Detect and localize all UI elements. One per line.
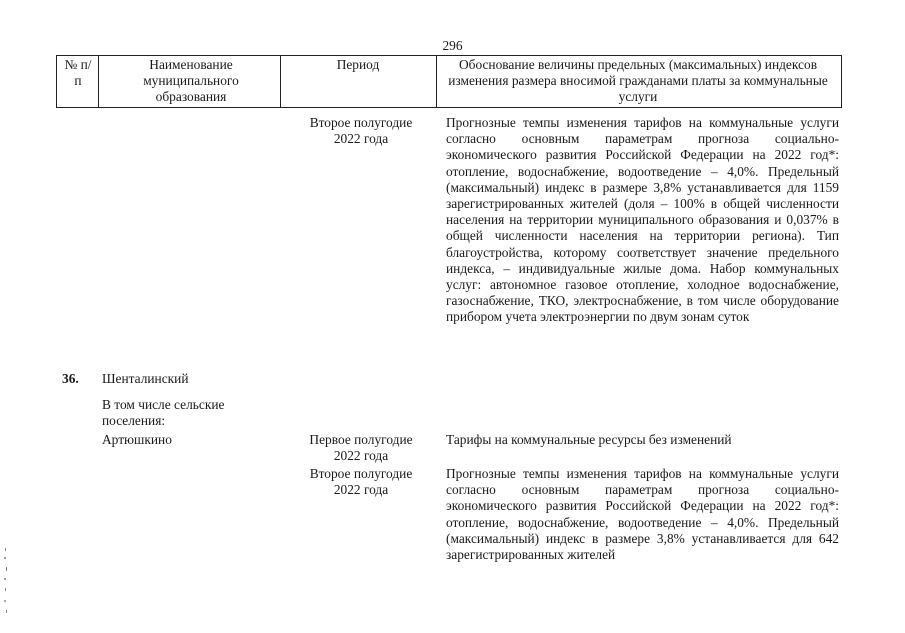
- row-basis-text: Тарифы на коммунальные ресурсы без изменений: [446, 432, 732, 447]
- row-period: Второе полугодие 2022 года: [309, 115, 413, 147]
- row-subheading: В том числе сельские поселения:: [102, 397, 225, 429]
- row-settlement-name: Артюшкино: [102, 432, 172, 447]
- header-col-period: Период: [336, 57, 380, 72]
- header-divider: [841, 55, 842, 108]
- row-basis-text: Прогнозные темпы изменения тарифов на коммунальные услуги согласно основным параметрам прогноза социально-экономического развития Российской Федерации на 2022 год*: отопление, водоснабжение, водоотведение – 4,0%. Предельный (максимальный) индекс в размере 3,8% устанавливается для 642 зарегистрированных жителей: [446, 466, 839, 563]
- header-divider: [98, 55, 99, 108]
- scan-artifact: [2, 548, 10, 618]
- header-divider: [56, 55, 57, 108]
- row-period: Первое полугодие 2022 года: [309, 432, 413, 464]
- row-number: 36.: [62, 371, 79, 386]
- page-number: 296: [442, 38, 463, 53]
- table-header: [56, 55, 842, 108]
- header-top-border: [56, 55, 842, 56]
- header-bottom-border: [56, 107, 842, 108]
- header-col-basis: Обоснование величины предельных (максимальных) индексов изменения размера вносимой гражданами платы за коммунальные услуги: [448, 57, 828, 105]
- row-municipality-name: Шенталинский: [102, 371, 189, 386]
- row-period: Второе полугодие 2022 года: [309, 466, 413, 498]
- header-col-number: № п/п: [64, 57, 92, 89]
- header-divider: [280, 55, 281, 108]
- header-divider: [436, 55, 437, 108]
- header-col-name: Наименование муниципального образования: [143, 57, 239, 105]
- row-basis-text: Прогнозные темпы изменения тарифов на коммунальные услуги согласно основным параметрам прогноза социально-экономического развития Российской Федерации на 2022 год*: отопление, водоснабжение, водоотведение – 4,0%. Предельный (максимальный) индекс в размере 3,8% устанавливается для 1159 зарегистрированных жителей (доля – 100% в общей численности населения на территории муниципального образования и 0,037% в общей численности населения на территории региона). Тип благоустройства, которому соответствует значение предельного индекса, – индивидуальные жилые дома. Набор коммунальных услуг: автономное газовое отопление, холодное водоснабжение, газоснабжение, ТКО, электроснабжение, в том числе оборудование прибором учета электроэнергии по двум зонам суток: [446, 115, 839, 325]
